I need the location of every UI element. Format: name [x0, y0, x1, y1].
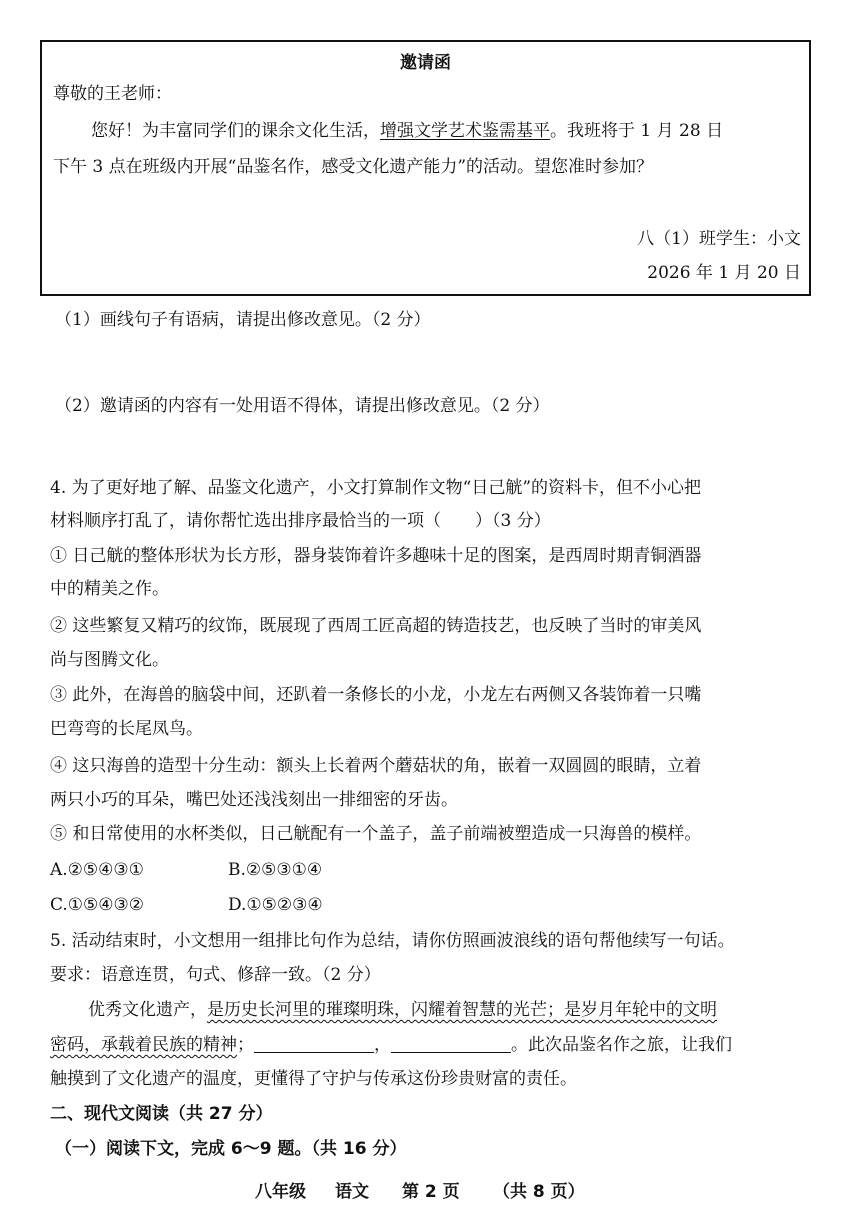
footer-subject: 语文 [335, 1182, 369, 1202]
q4-item3-line1: ③ 此外，在海兽的脑袋中间，还趴着一条修长的小龙，小龙左右两侧又各装饰着一只嘴 [50, 685, 702, 705]
invitation-body1-post: 。我班将于 1 月 28 日 [550, 121, 724, 141]
q5-paragraph-line2 [50, 1034, 732, 1056]
invitation-title: 邀请函 [400, 53, 451, 73]
q4-item1-line2: 中的精美之作。 [50, 579, 169, 599]
invitation-body-line2: 下午 3 点在班级内开展“品鉴名作，感受文化遗产能力”的活动。望您准时参加？ [53, 157, 654, 177]
q5-stem-line1: 5. 活动结束时，小文想用一组排比句作为总结，请你仿照画波浪线的语句帮他续写一句话。 [50, 931, 735, 951]
q4-option-a: A.②⑤④③① [50, 860, 144, 880]
q5-sep1: ； [237, 1035, 254, 1055]
q5-paragraph-line1 [88, 999, 717, 1021]
q5-stem-line2: 要求：语意连贯，句式、修辞一致。（2 分） [50, 965, 381, 985]
q4-stem-line2: 材料顺序打乱了，请你帮忙选出排序最恰当的一项（ ）（3 分） [50, 511, 551, 531]
q5-paragraph-line3: 触摸到了文化遗产的温度，更懂得了守护与传承这份珍贵财富的责任。 [50, 1069, 577, 1089]
q5-para-pre: 优秀文化遗产， [88, 1000, 207, 1020]
section2-sub-heading: （一）阅读下文，完成 6～9 题。（共 16 分） [55, 1139, 407, 1159]
footer-page: 第 2 页 [402, 1182, 460, 1202]
q4-item4-line1: ④ 这只海兽的造型十分生动：额头上长着两个蘑菇状的角，嵌着一双圆圆的眼睛，立着 [50, 756, 702, 776]
q4-item4-line2: 两只小巧的耳朵，嘴巴处还浅浅刻出一排细密的牙齿。 [50, 790, 458, 810]
q5-sep2: ， [374, 1035, 391, 1055]
q4-stem-line1: 4. 为了更好地了解、品鉴文化遗产，小文打算制作文物“日己觥”的资料卡，但不小心把 [50, 478, 702, 498]
invitation-date: 2026 年 1 月 20 日 [647, 263, 801, 283]
q5-wavy-sentence-part2: 密码，承载着民族的精神 [50, 1035, 237, 1055]
q3-sub2: （2）邀请函的内容有一处用语不得体，请提出修改意见。（2 分） [55, 396, 550, 416]
q3-sub1: （1）画线句子有语病，请提出修改意见。（2 分） [55, 310, 431, 330]
invitation-underlined-sentence: 增强文学艺术鉴需基平 [380, 121, 550, 141]
footer-grade: 八年级 [255, 1182, 306, 1202]
q4-option-d: D.①⑤②③④ [228, 895, 323, 915]
q4-item2-line1: ② 这些繁复又精巧的纹饰，既展现了西周工匠高超的铸造技艺，也反映了当时的审美风 [50, 616, 702, 636]
invitation-box [40, 40, 811, 296]
q5-answer-blank-2[interactable] [391, 1034, 511, 1053]
invitation-signature: 八（1）班学生：小文 [637, 229, 801, 249]
invitation-body-line1 [91, 120, 723, 142]
q4-item5: ⑤ 和日常使用的水杯类似，日己觥配有一个盖子，盖子前端被塑造成一只海兽的模样。 [50, 824, 702, 844]
q4-option-b: B.②⑤③①④ [228, 860, 323, 880]
q4-item1-line1: ① 日己觥的整体形状为长方形，器身装饰着许多趣味十足的图案，是西周时期青铜酒器 [50, 546, 702, 566]
q5-after-blanks: 。此次品鉴名作之旅，让我们 [511, 1035, 732, 1055]
q4-option-c: C.①⑤④③② [50, 895, 145, 915]
q5-answer-blank-1[interactable] [254, 1034, 374, 1053]
q4-item3-line2: 巴弯弯的长尾凤鸟。 [50, 719, 203, 739]
invitation-body1-pre: 您好！为丰富同学们的课余文化生活， [91, 121, 380, 141]
invitation-salutation: 尊敬的王老师： [53, 84, 172, 104]
footer-total: （共 8 页） [493, 1182, 585, 1202]
q4-item2-line2: 尚与图腾文化。 [50, 650, 169, 670]
section2-heading: 二、现代文阅读（共 27 分） [50, 1104, 273, 1124]
q5-wavy-sentence-part1: 是历史长河里的璀璨明珠，闪耀着智慧的光芒；是岁月年轮中的文明 [207, 1000, 717, 1020]
